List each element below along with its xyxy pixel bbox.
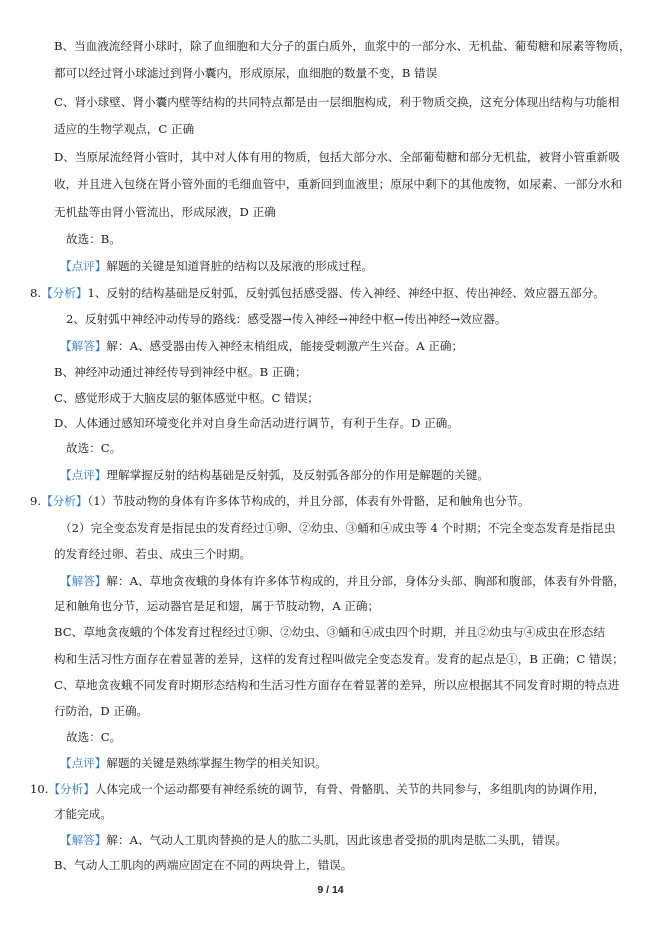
comment-line: 【点评】理解掌握反射的结构基础是反射弧，及反射弧各部分的作用是解题的关键。 bbox=[60, 468, 489, 482]
text-line: 收，并且进入包绕在肾小管外面的毛细血管中，重新回到血液里；原尿中剩下的其他废物，如尿素、一部分水和 bbox=[54, 177, 623, 191]
text-line: 足和触角也分节，运动器官是足和翅，属于节肢动物，A 正确； bbox=[54, 599, 380, 613]
answer-tag: 【解答】 bbox=[60, 339, 107, 353]
text-line: 行防治，D 正确。 bbox=[54, 704, 149, 718]
text-line: C、感觉形成于大脑皮层的躯体感觉中枢。C 错误； bbox=[54, 391, 319, 405]
text-line: C、草地贪夜蛾不同发育时期形态结构和生活习性方面存在着显著的差异，所以应根据其不同发育时期的特点进 bbox=[54, 678, 620, 692]
question-number: 10. bbox=[30, 782, 49, 796]
question-8-analysis: 8.【分析】1、反射的结构基础是反射弧，反射弧包括感受器、传入神经、神经中抠、传出神经、效应器五部分。 bbox=[30, 286, 605, 300]
question-9-analysis: 9.【分析】（1）节肢动物的身体有许多体节构成的，并且分部，体表有外骨骼，足和触角也分节。 bbox=[30, 494, 530, 508]
text-line: （2）完全变态发育是指昆虫的发育经过①卵、②幼虫、③蛹和④成虫等 4 个时期；不完全变态发育是指昆虫 bbox=[60, 521, 616, 535]
text-line: B、神经冲动通过神经传导到神经中枢。B 正确； bbox=[54, 365, 307, 379]
text-line: 都可以经过肾小球滤过到肾小囊内，形成原尿，血细胞的数量不变，B 错误 bbox=[54, 66, 438, 80]
question-number: 9. bbox=[30, 494, 42, 508]
text-line: C、肾小球壁、肾小囊内壁等结构的共同特点都是由一层细胞构成，利于物质交换，这充分体现出结构与功能相 bbox=[54, 95, 620, 109]
question-number: 8. bbox=[30, 286, 42, 300]
question-10-analysis: 10.【分析】人体完成一个运动都要有神经系统的调节，有骨、骨骼肌、关节的共同参与，多组肌肉的协调作用， bbox=[30, 782, 605, 796]
answer-line: 【解答】解：A、气动人工肌肉替换的是人的肱二头肌，因此该患者受损的肌肉是肱二头肌，错误。 bbox=[60, 833, 567, 847]
text-line: 构和生活习性方面存在着显著的差异，这样的发育过程叫做完全变态发育。发育的起点是①，B 正确；C 错误； bbox=[54, 652, 624, 666]
text-line: BC、草地贪夜蛾的个体发育过程经过①卵、②幼虫、③蛹和④成虫四个时期，并且②幼虫与④成虫在形态结 bbox=[54, 625, 605, 639]
text-line: B、气动人工肌肉的两端应固定在不同的两块骨上，错误。 bbox=[54, 858, 353, 872]
answer-tag: 【解答】 bbox=[60, 574, 107, 588]
text-line: B、当血液流经肾小球时，除了血细胞和大分子的蛋白质外，血浆中的一部分水、无机盐、葡萄糖和尿素等物质， bbox=[54, 39, 631, 53]
text-line: 故选：C。 bbox=[66, 730, 122, 744]
answer-tag: 【解答】 bbox=[60, 833, 107, 847]
text-line: D、人体通过感知环境变化并对自身生命活动进行调节，有利于生存。D 正确。 bbox=[54, 416, 459, 430]
text-line: D、当原尿流经肾小管时，其中对人体有用的物质，包括大部分水、全部葡萄糖和部分无机盐，被肾小管重新吸 bbox=[54, 150, 620, 164]
analysis-tag: 【分析】 bbox=[41, 286, 88, 300]
comment-line: 【点评】解题的关键是知道肾脏的结构以及尿液的形成过程。 bbox=[60, 259, 374, 273]
text-line: 的发育经过卵、若虫、成虫三个时期。 bbox=[54, 547, 252, 561]
text-line: 无机盐等由肾小管流出，形成尿液，D 正确 bbox=[54, 205, 276, 219]
text-line: 故选：B。 bbox=[66, 232, 121, 246]
answer-line: 【解答】解：A、感受器由传入神经末梢组成，能接受刺激产生兴奋。A 正确； bbox=[60, 339, 464, 353]
text-line: 才能完成。 bbox=[54, 807, 112, 821]
analysis-tag: 【分析】 bbox=[41, 494, 88, 508]
comment-line: 【点评】解题的关键是熟练掌握生物学的相关知识。 bbox=[60, 756, 327, 770]
comment-tag: 【点评】 bbox=[60, 468, 107, 482]
comment-tag: 【点评】 bbox=[60, 259, 107, 273]
text-line: 2、反射弧中神经冲动传导的路线：感受器→传入神经→神经中枢→传出神经→效应器。 bbox=[66, 312, 507, 326]
text-line: 故选：C。 bbox=[66, 441, 122, 455]
text-line: 适应的生物学观点，C 正确 bbox=[54, 122, 195, 136]
analysis-tag: 【分析】 bbox=[48, 782, 95, 796]
comment-tag: 【点评】 bbox=[60, 756, 107, 770]
answer-line: 【解答】解：A、草地贪夜蛾的身体有许多体节构成的，并且分部，身体分头部、胸部和腹部，体表有外骨骼， bbox=[60, 574, 625, 588]
page-number: 9 / 14 bbox=[317, 884, 344, 896]
